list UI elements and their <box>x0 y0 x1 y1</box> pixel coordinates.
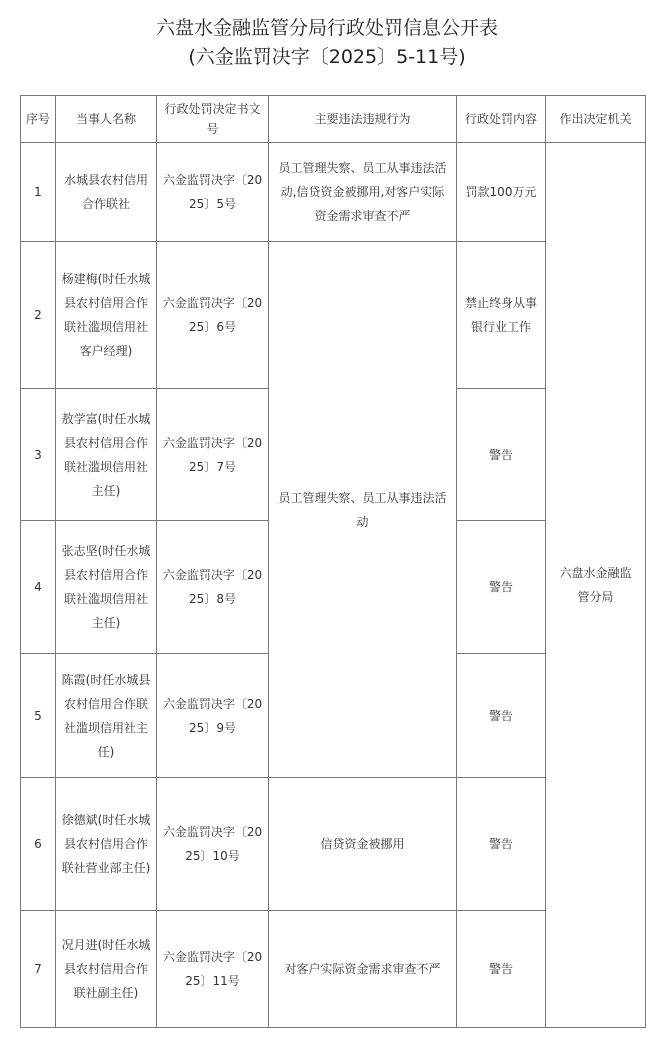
penalty-text: 罚款100万元 <box>465 185 537 199</box>
cell-penalty: 警告 <box>457 654 546 778</box>
document-title: 六盘水金融监管分局行政处罚信息公开表 <box>155 17 498 39</box>
header-index: 序号 <box>21 96 56 143</box>
violation-text: 员工管理失察、员工从事违法活动,信贷资金被挪用,对客户实际资金需求审查不严 <box>278 161 447 223</box>
cell-penalty: 警告 <box>457 911 546 1028</box>
cell-party: 杨建梅(时任水城县农村信用合作联社滥坝信用社客户经理) <box>56 242 157 389</box>
cell-decision-no: 六金监罚决字〔2025〕11号 <box>157 911 269 1028</box>
cell-party: 徐德斌(时任水城县农村信用合作联社营业部主任) <box>56 778 157 911</box>
violation-text: 员工管理失察、员工从事违法活动 <box>278 490 447 529</box>
cell-violation <box>269 911 457 1028</box>
table-row <box>21 143 646 242</box>
cell-index: 2 <box>21 242 56 389</box>
cell-violation <box>269 778 457 911</box>
header-party: 当事人名称 <box>56 96 157 143</box>
cell-decision-no: 六金监罚决字〔2025〕7号 <box>157 389 269 521</box>
penalty-table <box>20 95 646 1028</box>
cell-index: 4 <box>21 521 56 654</box>
cell-index: 7 <box>21 911 56 1028</box>
cell-index: 1 <box>21 143 56 242</box>
header-penalty: 行政处罚内容 <box>457 96 546 143</box>
cell-party: 敖学富(时任水城县农村信用合作联社滥坝信用社主任) <box>56 389 157 521</box>
cell-party: 张志坚(时任水城县农村信用合作联社滥坝信用社主任) <box>56 521 157 654</box>
cell-penalty <box>457 242 546 389</box>
penalty-text: 禁止终身从事银行业工作 <box>464 296 537 334</box>
table-header-row <box>21 96 646 143</box>
cell-index: 5 <box>21 654 56 778</box>
cell-index: 6 <box>21 778 56 911</box>
cell-party: 陈霞(时任水城县农村信用合作联社滥坝信用社主任) <box>56 654 157 778</box>
cell-penalty: 警告 <box>457 778 546 911</box>
violation-text: 信贷资金被挪用 <box>320 837 405 851</box>
header-violation: 主要违法违规行为 <box>269 96 457 143</box>
cell-violation-merged <box>269 242 457 778</box>
violation-text: 对客户实际资金需求审查不严 <box>284 962 441 976</box>
cell-index: 3 <box>21 389 56 521</box>
cell-decision-no: 六金监罚决字〔2025〕8号 <box>157 521 269 654</box>
cell-violation <box>269 143 457 242</box>
cell-penalty: 警告 <box>457 521 546 654</box>
cell-party: 水城县农村信用合作联社 <box>56 143 157 242</box>
cell-decision-no: 六金监罚决字〔2025〕6号 <box>157 242 269 389</box>
cell-decision-no: 六金监罚决字〔2025〕10号 <box>157 778 269 911</box>
cell-penalty <box>457 143 546 242</box>
cell-party: 况月进(时任水城县农村信用合作联社副主任) <box>56 911 157 1028</box>
header-decision-no: 行政处罚决定书文号 <box>157 96 269 143</box>
header-authority: 作出决定机关 <box>546 96 646 143</box>
authority-text: 六盘水金融监管分局 <box>559 566 632 604</box>
cell-penalty: 警告 <box>457 389 546 521</box>
cell-authority <box>546 143 646 1028</box>
cell-decision-no: 六金监罚决字〔2025〕9号 <box>157 654 269 778</box>
document-subtitle: (六金监罚决字〔2025〕5-11号) <box>188 46 466 68</box>
cell-decision-no: 六金监罚决字〔2025〕5号 <box>157 143 269 242</box>
